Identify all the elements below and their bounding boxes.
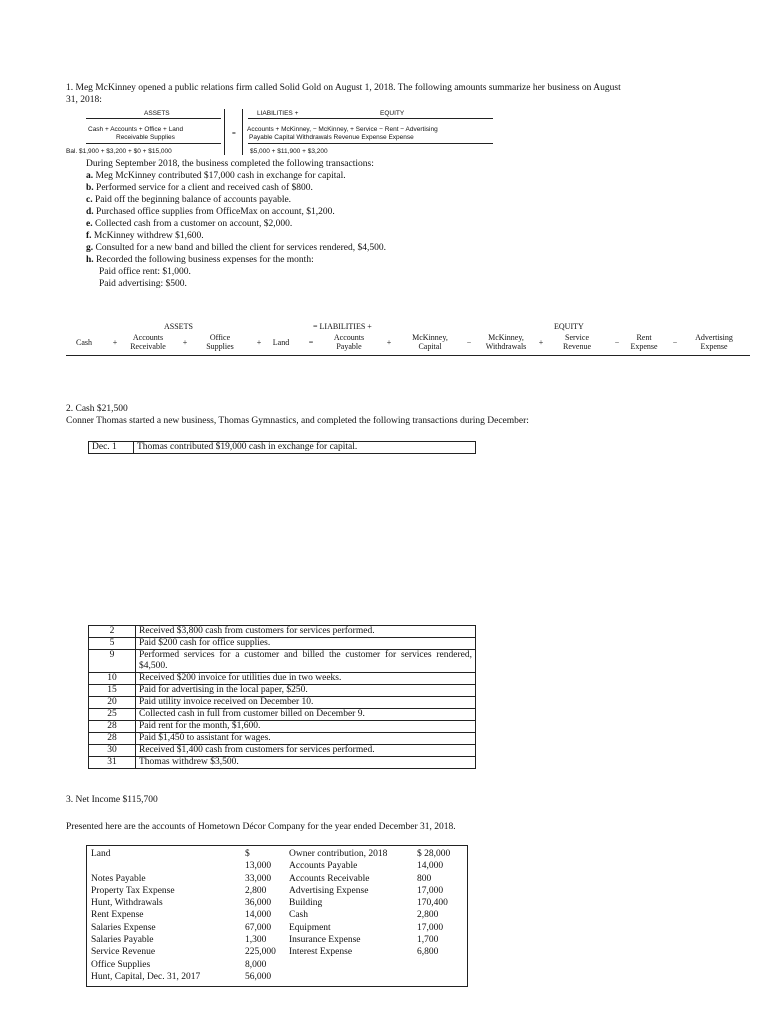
summary-cols-rule-left	[86, 143, 221, 144]
account-name: Equipment	[289, 922, 331, 933]
description-cell: Paid for advertising in the local paper, $250.	[136, 685, 476, 697]
equation-col-line2: Payable	[336, 342, 362, 351]
date-cell: 10	[89, 673, 136, 685]
date-cell: 31	[89, 757, 136, 769]
equation-column-header	[266, 338, 296, 347]
transaction-letter: e.	[86, 219, 93, 229]
equation-col-line1: Land	[272, 338, 290, 347]
account-name: Advertising Expense	[289, 885, 369, 896]
equation-liabilities-label: = LIABILITIES +	[313, 322, 372, 331]
list-item	[287, 922, 452, 934]
account-amount: 67,000	[245, 922, 272, 933]
list-item	[89, 897, 278, 909]
date-cell: 28	[89, 733, 136, 745]
list-item	[287, 946, 452, 958]
account-amount: 1,300	[245, 935, 267, 946]
transaction-text: Collected cash from a customer on account, $2,000.	[94, 219, 293, 229]
description-cell: Paid $200 cash for office supplies.	[136, 638, 476, 650]
transaction-text: Purchased office supplies from OfficeMax on account, $1,200.	[96, 207, 335, 217]
account-name: Land	[91, 849, 111, 859]
account-amount: 800	[417, 873, 432, 884]
description-cell: Received $1,400 cash from customers for services performed.	[136, 745, 476, 757]
equation-col-line1: Advertising	[695, 333, 733, 342]
description-cell: Received $200 invoice for utilities due in two weeks.	[136, 673, 476, 685]
transaction-d	[86, 207, 386, 219]
transaction-letter: c.	[86, 195, 93, 205]
account-amount: 2,800	[417, 910, 439, 921]
equation-column-header	[66, 338, 102, 347]
q3-intro: Presented here are the accounts of Hometown Décor Company for the year ended December 31, 2018.	[66, 822, 456, 832]
summary-assets-cols-line2: Receivable Supplies	[116, 134, 175, 141]
date-cell: 9	[89, 650, 136, 673]
account-amount: 14,000	[417, 861, 444, 872]
transaction-letter: d.	[86, 207, 94, 217]
account-name: Cash	[289, 910, 308, 921]
summary-liab-eq-cols-line1: Accounts + McKinney, − McKinney, + Service − Rent − Advertising	[247, 126, 438, 133]
table-row	[89, 745, 476, 757]
transaction-b	[86, 183, 386, 195]
list-item	[89, 885, 278, 897]
table-row	[89, 638, 476, 650]
equation-col-line1: Cash	[76, 338, 92, 347]
table-row	[89, 673, 476, 685]
q3-right-accounts	[287, 848, 452, 959]
equation-column-header	[678, 333, 750, 351]
account-amount: 170,400	[417, 898, 448, 909]
account-amount: $ 28,000	[417, 849, 451, 859]
equation-operator	[306, 338, 316, 347]
list-item	[89, 971, 278, 983]
transaction-text: Performed service for a client and received cash of $800.	[96, 183, 313, 193]
account-amount: 17,000	[417, 885, 444, 896]
equation-operator	[180, 338, 190, 347]
equation-column-header	[200, 333, 240, 351]
equation-col-line1: McKinney,	[412, 333, 448, 342]
summary-equals: =	[232, 130, 236, 137]
transaction-letter: f.	[86, 231, 92, 241]
summary-liabilities-header: LIABILITIES +	[257, 110, 299, 117]
equation-column-header	[552, 333, 602, 351]
q3-left-accounts	[89, 848, 278, 983]
equation-rule	[66, 355, 750, 356]
account-name	[89, 860, 243, 872]
account-name: Service Revenue	[91, 947, 156, 958]
q1-transactions-list	[86, 171, 386, 291]
equation-col-line2: Revenue	[563, 342, 591, 351]
account-amount: $	[245, 849, 250, 859]
transaction-text: Meg McKinney contributed $17,000 cash in exchange for capital.	[95, 171, 346, 181]
q1-transactions-intro: During September 2018, the business completed the following transactions:	[86, 159, 374, 169]
equation-col-line1: −	[672, 338, 678, 347]
equation-col-line1: +	[538, 338, 544, 347]
list-item	[287, 848, 452, 860]
equation-col-line2: Supplies	[206, 342, 234, 351]
transaction-text: McKinney withdrew $1,600.	[93, 231, 204, 241]
summary-brace-right	[242, 109, 243, 155]
equation-col-line1: Accounts	[333, 333, 365, 342]
list-item	[89, 873, 278, 885]
account-amount: 56,000	[245, 971, 272, 982]
account-name: Salaries Expense	[91, 922, 156, 933]
equation-col-line1: =	[308, 338, 314, 347]
table-row	[89, 650, 476, 673]
equation-col-line1: +	[182, 338, 188, 347]
list-item	[287, 860, 452, 872]
summary-liab-eq-cols-line2: Payable Capital Withdrawals Revenue Expense Expense	[249, 134, 414, 141]
table-row	[89, 757, 476, 769]
equation-col-line1: +	[112, 338, 118, 347]
summary-equity-header: EQUITY	[380, 110, 405, 117]
table-row	[89, 626, 476, 638]
account-amount: 17,000	[417, 922, 444, 933]
account-name: Interest Expense	[289, 947, 353, 958]
list-item	[287, 885, 452, 897]
description-cell: Thomas withdrew $3,500.	[136, 757, 476, 769]
transaction-h	[86, 255, 386, 267]
account-name: Hunt, Capital, Dec. 31, 2017	[91, 971, 201, 982]
list-item	[89, 959, 278, 971]
q2-answer: 2. Cash $21,500	[66, 404, 128, 414]
account-amount: 8,000	[245, 959, 267, 970]
summary-assets-header: ASSETS	[144, 110, 170, 117]
q2-intro: Conner Thomas started a new business, Thomas Gymnastics, and completed the following transactions during December:	[66, 416, 529, 426]
equation-column-header	[624, 333, 664, 351]
list-item	[89, 922, 278, 934]
account-name: Property Tax Expense	[91, 885, 175, 896]
summary-cols-rule-right	[248, 143, 493, 144]
summary-assets-rule	[86, 118, 221, 119]
equation-col-line1: Rent	[636, 333, 652, 342]
q3-answer: 3. Net Income $115,700	[66, 795, 158, 805]
account-amount: 225,000	[245, 947, 276, 958]
expense-line-advertising: Paid advertising: $500.	[99, 279, 187, 289]
transaction-f	[86, 231, 386, 243]
equation-column-header	[404, 333, 456, 351]
equation-col-line2: Withdrawals	[485, 342, 527, 351]
equation-col-line1: Accounts	[132, 333, 164, 342]
date-cell: 28	[89, 721, 136, 733]
summary-liab-equity-rule	[248, 118, 493, 119]
equation-column-header	[324, 333, 374, 351]
account-name: Notes Payable	[91, 873, 146, 884]
list-item	[287, 934, 452, 946]
equation-col-line2: Capital	[418, 342, 442, 351]
equation-operator	[612, 338, 622, 347]
list-item	[89, 860, 278, 872]
transaction-letter: g.	[86, 243, 94, 253]
q1-intro-line1: 1. Meg McKinney opened a public relations firm called Solid Gold on August 1, 2018. The following amounts summarize her business on August	[66, 83, 621, 93]
equation-col-line2: Receivable	[130, 342, 166, 351]
account-amount: 6,800	[417, 947, 439, 958]
date-cell: 2	[89, 626, 136, 638]
date-cell: 20	[89, 697, 136, 709]
description-cell: Paid utility invoice received on December 10.	[136, 697, 476, 709]
transaction-letter: a.	[86, 171, 94, 181]
date-cell: 25	[89, 709, 136, 721]
transaction-a	[86, 171, 386, 183]
list-item	[89, 909, 278, 921]
equation-operator	[536, 338, 546, 347]
equation-col-line1: Service	[565, 333, 589, 342]
list-item	[89, 848, 278, 860]
q3-accounts-box	[86, 845, 468, 987]
q1-intro-line2: 31, 2018:	[66, 95, 102, 105]
transaction-text: Consulted for a new band and billed the client for services rendered, $4,500.	[95, 243, 386, 253]
equation-operator	[110, 338, 120, 347]
account-name: Insurance Expense	[289, 935, 361, 946]
account-amount: 1,700	[417, 935, 439, 946]
date-cell: 15	[89, 685, 136, 697]
equation-col-line1: −	[614, 338, 620, 347]
date-cell: Dec. 1	[89, 442, 134, 454]
table-row	[89, 721, 476, 733]
q1-summary-table	[66, 108, 506, 158]
account-name: Rent Expense	[91, 910, 144, 921]
account-name: Building	[289, 898, 323, 909]
description-cell: Collected cash in full from customer billed on December 9.	[136, 709, 476, 721]
account-amount: 13,000	[245, 861, 272, 872]
description-cell: Performed services for a customer and billed the customer for services rendered, $4,500.	[136, 650, 476, 673]
description-cell: Received $3,800 cash from customers for services performed.	[136, 626, 476, 638]
equation-column-header	[480, 333, 532, 351]
account-amount: 33,000	[245, 873, 272, 884]
equation-col-line1: −	[466, 338, 472, 347]
equation-operator	[384, 338, 394, 347]
summary-assets-cols-line1: Cash + Accounts + Office + Land	[88, 126, 184, 133]
q2-transactions-table	[88, 625, 476, 769]
q1-equation-header	[66, 321, 750, 357]
equation-col-line2: Expense	[700, 342, 728, 351]
equation-assets-label: ASSETS	[164, 322, 193, 331]
equation-operator	[254, 338, 264, 347]
account-name: Owner contribution, 2018	[289, 849, 388, 859]
equation-col-line1: Office	[209, 333, 231, 342]
equation-col-line1: +	[386, 338, 392, 347]
equation-col-line1: McKinney,	[488, 333, 524, 342]
date-cell: 5	[89, 638, 136, 650]
table-row	[89, 442, 476, 454]
equation-equity-label: EQUITY	[554, 322, 584, 331]
transaction-letter: h.	[86, 255, 94, 265]
date-cell: 30	[89, 745, 136, 757]
table-row	[89, 709, 476, 721]
transaction-e	[86, 219, 386, 231]
expense-line-rent: Paid office rent: $1,000.	[99, 267, 191, 277]
list-item	[287, 897, 452, 909]
transaction-letter: b.	[86, 183, 94, 193]
summary-bal-liab-equity: $5,000 + $11,900 + $3,200	[250, 148, 328, 155]
table-row	[89, 697, 476, 709]
account-name: Accounts Payable	[289, 861, 358, 872]
equation-col-line2: Expense	[630, 342, 658, 351]
equation-operator	[464, 338, 474, 347]
account-amount: 14,000	[245, 910, 272, 921]
transaction-text: Recorded the following business expenses for the month:	[96, 255, 314, 265]
description-cell: Paid $1,450 to assistant for wages.	[136, 733, 476, 745]
transaction-c	[86, 195, 386, 207]
account-name: Hunt, Withdrawals	[91, 898, 163, 909]
list-item	[287, 909, 452, 921]
description-cell: Paid rent for the month, $1,600.	[136, 721, 476, 733]
q2-first-transaction-table	[88, 441, 476, 454]
summary-bal-assets: Bal. $1,900 + $3,200 + $0 + $15,000	[66, 148, 172, 155]
table-row	[89, 685, 476, 697]
account-amount: 2,800	[245, 885, 267, 896]
list-item	[89, 946, 278, 958]
account-name: Salaries Payable	[91, 935, 154, 946]
transaction-text: Paid off the beginning balance of accounts payable.	[94, 195, 292, 205]
equation-column-header	[124, 333, 172, 351]
table-row	[89, 733, 476, 745]
account-name: Accounts Receivable	[289, 873, 370, 884]
list-item	[287, 873, 452, 885]
equation-col-line1: +	[256, 338, 262, 347]
summary-brace-left	[224, 109, 225, 155]
list-item	[89, 934, 278, 946]
account-name: Office Supplies	[91, 959, 151, 970]
transaction-g	[86, 243, 386, 255]
account-amount: 36,000	[245, 898, 272, 909]
description-cell: Thomas contributed $19,000 cash in exchange for capital.	[134, 442, 476, 454]
